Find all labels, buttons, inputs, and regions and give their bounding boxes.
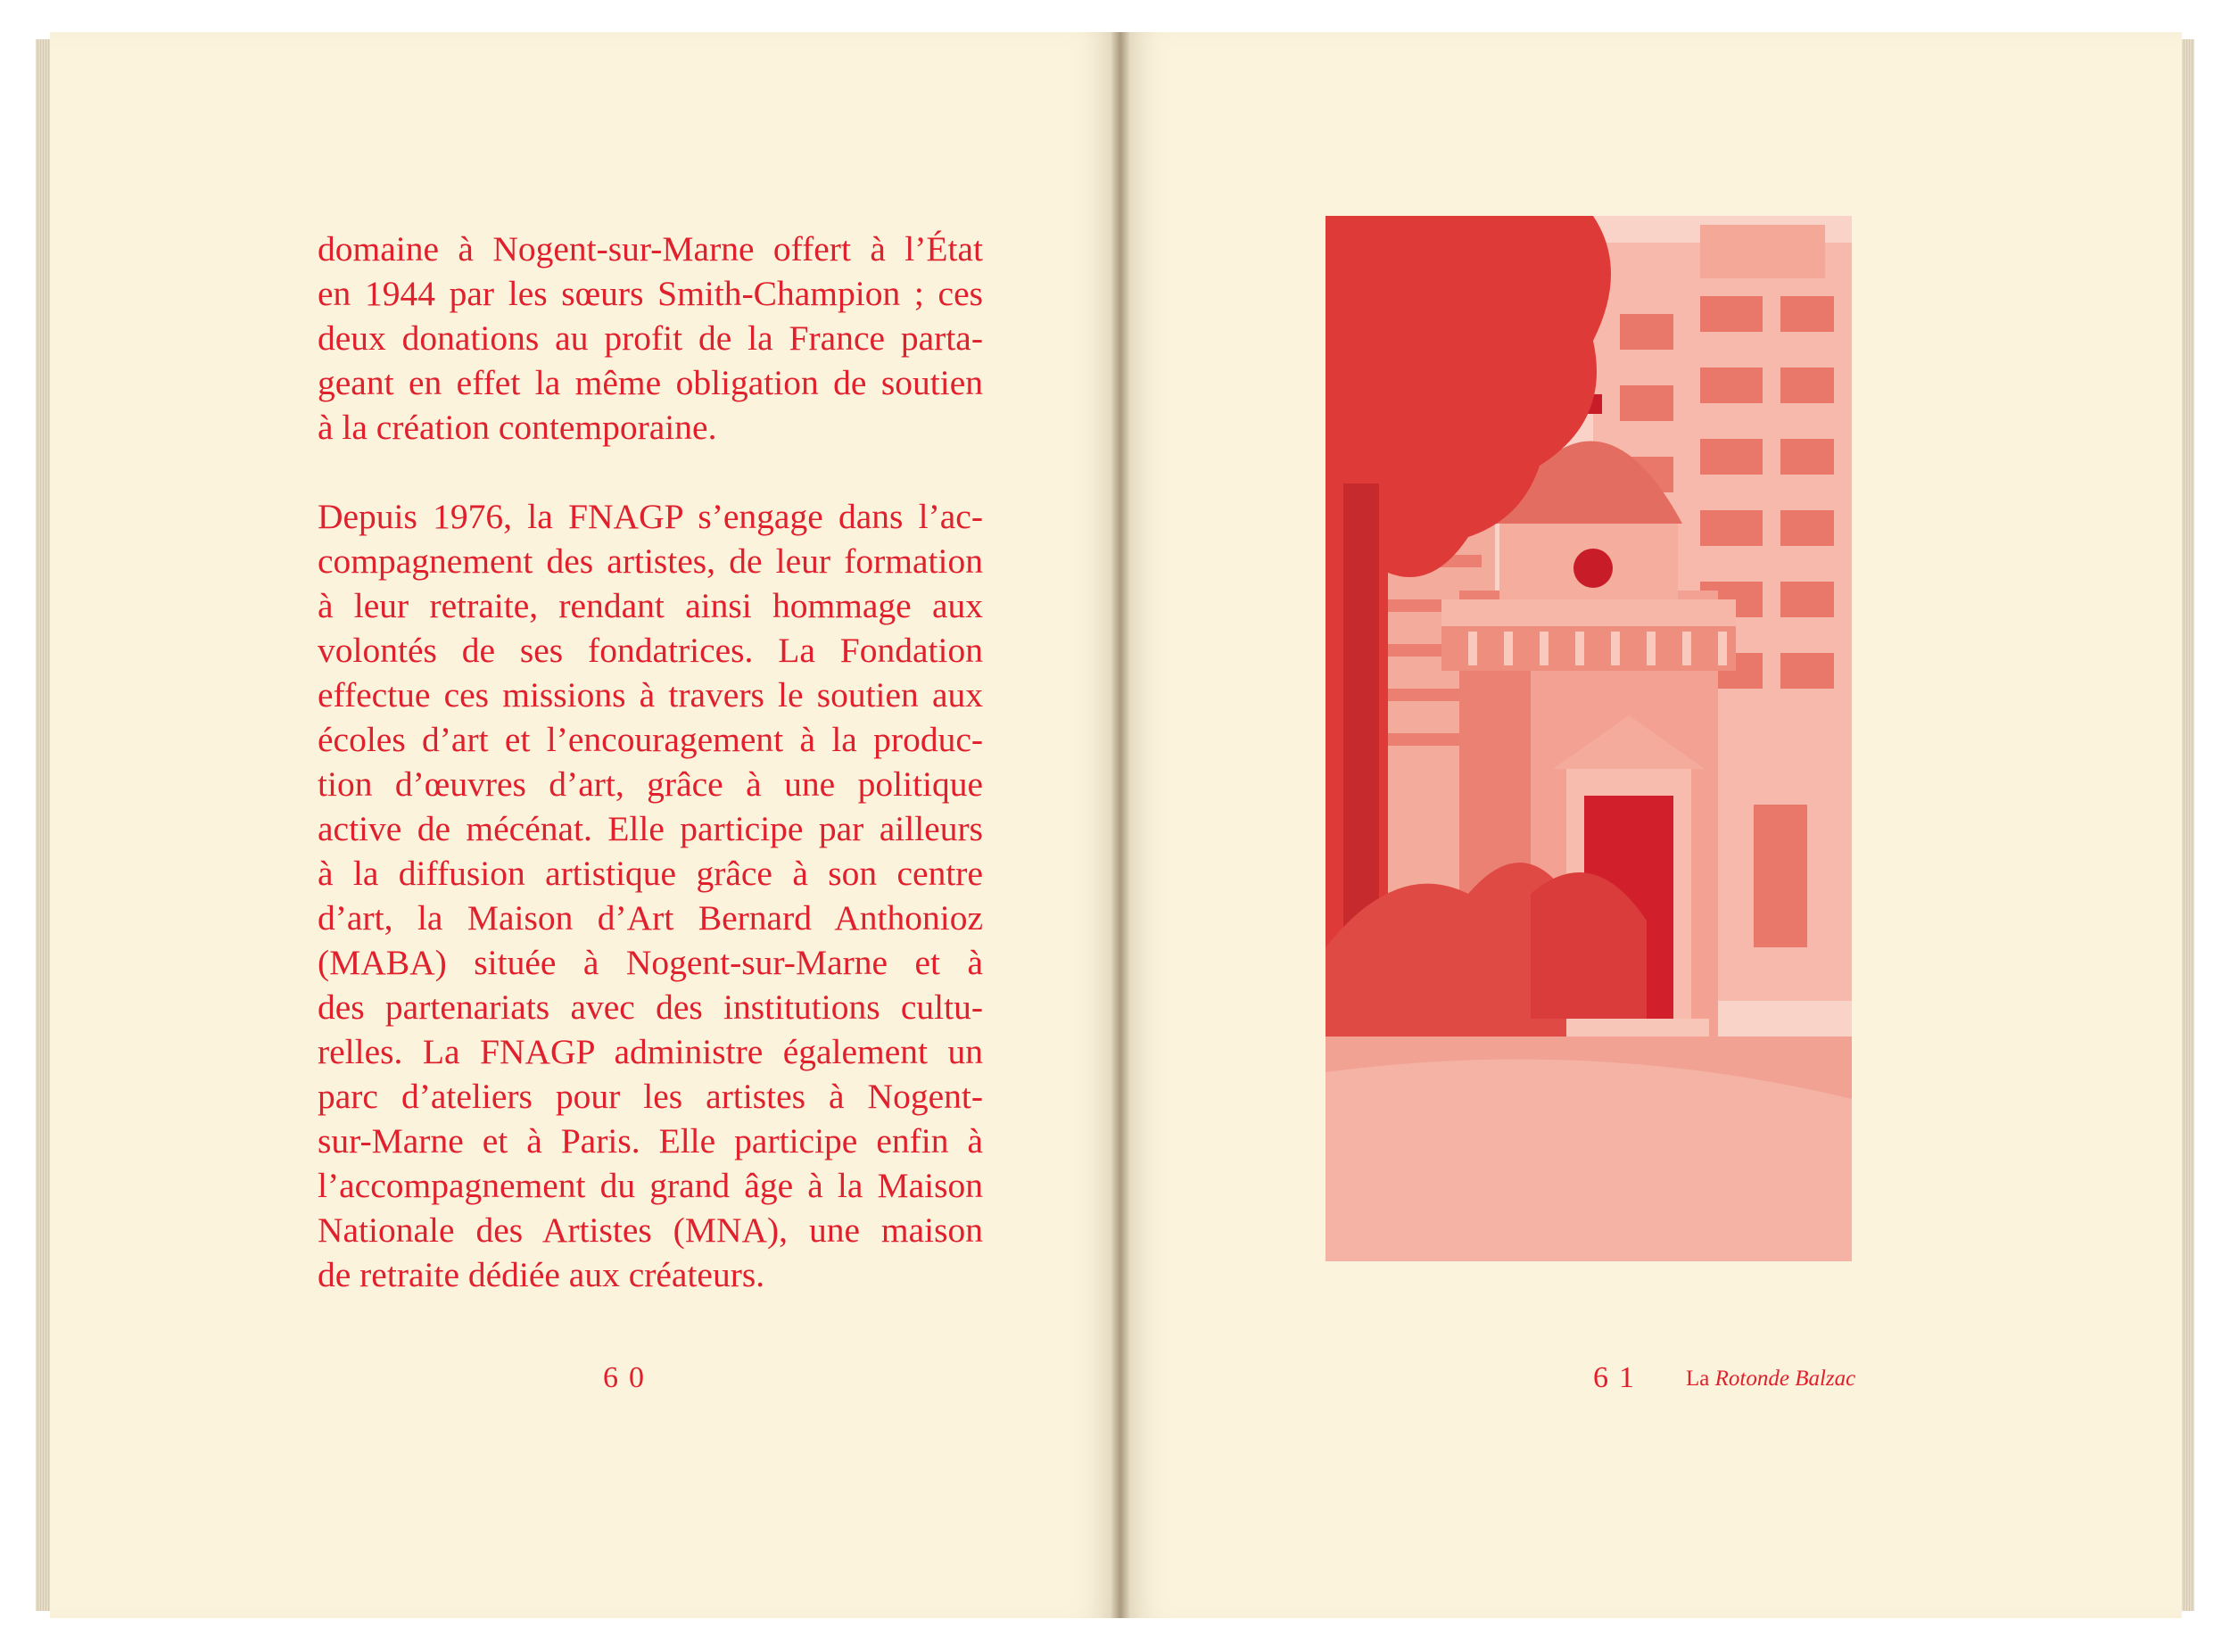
text-line: relles. La FNAGP administre également un: [318, 1032, 983, 1071]
text-line: Depuis 1976, la FNAGP s’engage dans l’ac-: [318, 497, 983, 536]
text-line: à la création contemporaine.: [318, 408, 717, 447]
text-line: écoles d’art et l’encouragement à la produc-: [318, 720, 983, 759]
text-line: geant en effet la même obligation de soutien: [318, 363, 983, 402]
text-line: effectue ces missions à travers le soutien aux: [318, 675, 983, 714]
text-line: Nationale des Artistes (MNA), une maison: [318, 1210, 983, 1250]
text-line: à leur retraite, rendant ainsi hommage aux: [318, 586, 983, 625]
text-line: deux donations au profit de la France parta-: [318, 318, 983, 358]
text-line: de retraite dédiée aux créateurs.: [318, 1255, 765, 1294]
rotonde-photo: [1326, 216, 1852, 1261]
running-head-prefix: La: [1686, 1367, 1710, 1391]
page-number-left: 60: [603, 1361, 655, 1394]
book-gutter: [1111, 32, 1130, 1618]
book-spread: [36, 32, 2194, 1620]
text-line: parc d’ateliers pour les artistes à Nogent-: [318, 1077, 983, 1116]
text-line: active de mécénat. Elle participe par ailleurs: [318, 809, 983, 848]
text-line: domaine à Nogent-sur-Marne offert à l’État: [318, 229, 983, 268]
text-line: volontés de ses fondatrices. La Fondation: [318, 631, 983, 670]
left-page: [50, 32, 1120, 1618]
text-line: en 1944 par les sœurs Smith-Champion ; ces: [318, 274, 983, 313]
paragraph-gap: [318, 450, 983, 494]
page-number-right: 61: [1593, 1361, 1645, 1394]
body-text: [318, 227, 983, 1297]
text-line: d’art, la Maison d’Art Bernard Anthonioz: [318, 898, 983, 938]
text-line: à la diffusion artistique grâce à son centre: [318, 854, 983, 893]
text-line: des partenariats avec des institutions cultu-: [318, 987, 983, 1027]
text-line: tion d’œuvres d’art, grâce à une politique: [318, 764, 983, 804]
text-line: sur-Marne et à Paris. Elle participe enfin à: [318, 1121, 983, 1161]
text-line: (MABA) située à Nogent-sur-Marne et à: [318, 943, 983, 982]
running-head-title: Rotonde Balzac: [1714, 1367, 1856, 1391]
text-line: l’accompagnement du grand âge à la Maison: [318, 1166, 983, 1205]
running-head: [1686, 1367, 1855, 1392]
text-line: compagnement des artistes, de leur formation: [318, 541, 983, 581]
